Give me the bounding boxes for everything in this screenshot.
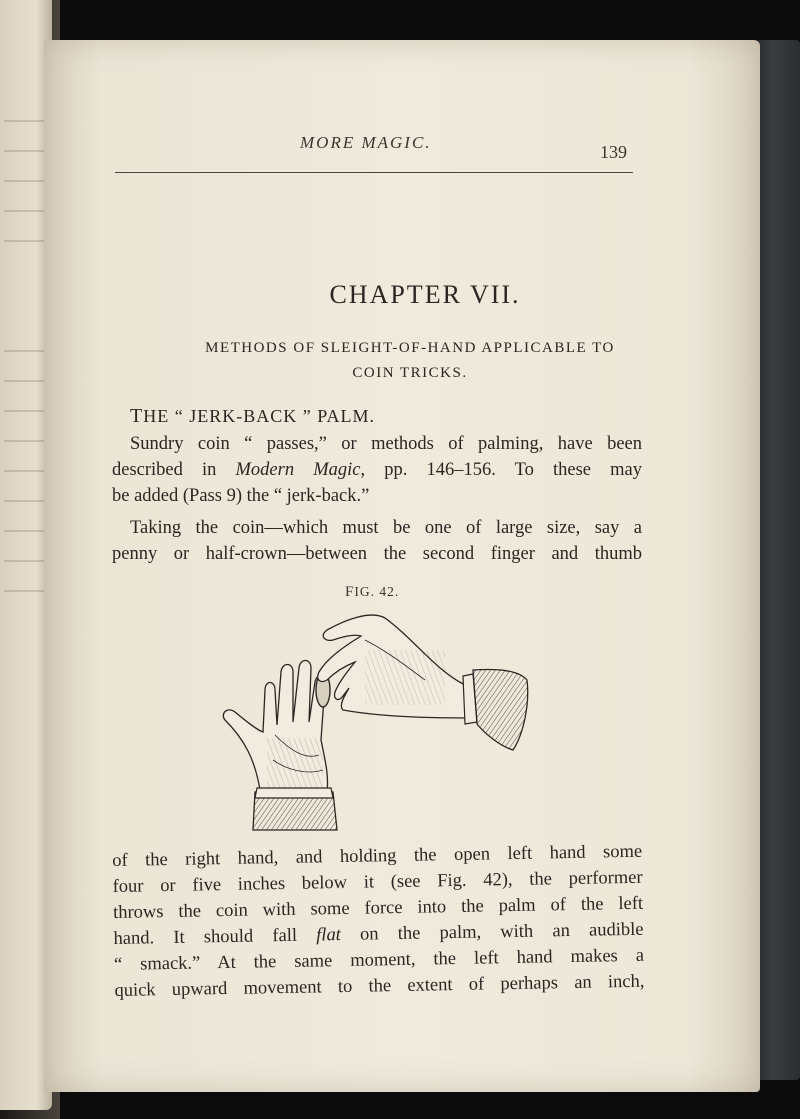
page-number: 139	[600, 142, 627, 162]
running-head: MORE MAGIC.	[300, 133, 432, 152]
text-line: quick upward movement to the extent of perhaps an inch,	[114, 971, 645, 1001]
text-line	[112, 457, 642, 483]
text-line: “ smack.” At the same moment, the left hand makes a	[113, 945, 645, 975]
figure-caption-initial: F	[345, 584, 355, 600]
right-hand	[318, 615, 465, 718]
section-heading	[130, 405, 375, 428]
chapter-title: CHAPTER VII.	[329, 280, 521, 309]
paragraph-2	[112, 515, 642, 567]
hands-coin-illustration	[215, 610, 535, 835]
chapter-subtitle-line: COIN TRICKS.	[352, 365, 468, 381]
left-sleeve	[253, 788, 337, 830]
paragraph-3	[112, 839, 645, 1004]
section-heading-initial: T	[130, 405, 144, 427]
text-span: , pp. 146–156. To these may	[360, 460, 642, 480]
text-line: Taking the coin—which must be one of large size, say a	[130, 518, 642, 538]
text-line: Sundry coin “ passes,” or methods of palming, have been	[130, 434, 642, 454]
text-line: penny or half-crown—between the second finger and thumb	[112, 544, 642, 564]
figure-caption	[345, 584, 399, 601]
emphasis-italic: flat	[316, 925, 342, 946]
book-title-italic: Modern Magic	[235, 460, 361, 480]
text-span: hand. It should fall	[113, 925, 317, 949]
chapter-subtitle	[130, 336, 690, 386]
text-line: throws the coin with some force into the palm of the left	[112, 893, 644, 923]
figure-caption-rest: IG. 42.	[354, 584, 400, 599]
text-line: of the right hand, and holding the open left hand some	[112, 841, 643, 871]
section-heading-rest: HE “ JERK-BACK ” PALM.	[143, 406, 376, 426]
book-cover-right	[755, 40, 800, 1080]
text-line: be added (Pass 9) the “ jerk-back.”	[112, 486, 370, 506]
header-rule	[115, 172, 633, 173]
paragraph-1	[112, 431, 642, 509]
right-sleeve	[463, 669, 528, 750]
left-hand	[223, 661, 327, 793]
text-span: described in	[112, 460, 236, 480]
text-line: four or five inches below it (see Fig. 42), the performer	[112, 867, 643, 897]
chapter-subtitle-line: METHODS OF SLEIGHT-OF-HAND APPLICABLE TO	[205, 340, 615, 356]
text-span: on the palm, with an audible	[340, 919, 644, 946]
